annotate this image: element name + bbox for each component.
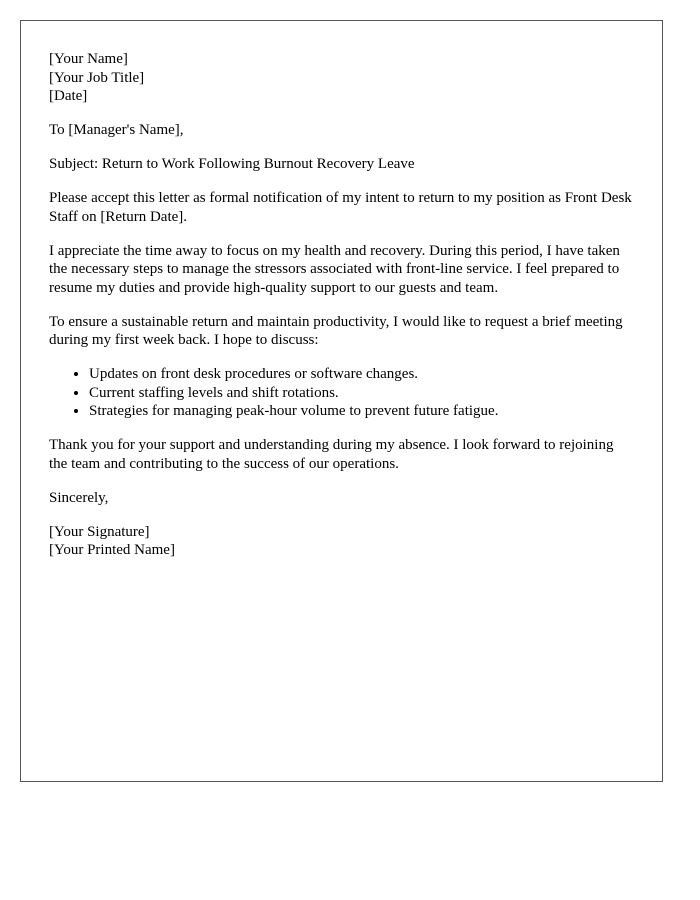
list-item: • Updates on front desk procedures or software changes. [89,365,632,384]
paragraph-recovery: I appreciate the time away to focus on my health and recovery. During this period, I have taken the necessary steps to manage the stressors associated with front-line service. I feel prepared to resume my duties and provide high-quality support to our guests and team. [49,242,620,296]
list-item: • Strategies for managing peak-hour volume to prevent future fatigue. [89,402,632,421]
signature-block [49,523,632,560]
letter-date: [Date] [49,88,88,104]
signature: [Your Signature] [49,523,150,540]
sender-block [49,50,632,106]
salutation: To [Manager's Name], [49,122,184,138]
closing-paragraph: Thank you for your support and understanding during my absence. I look forward to rejoining the team and contributing to the success of our operations. [49,437,614,472]
discussion-list [49,365,632,421]
subject-line: Subject: Return to Work Following Burnout Recovery Leave [49,156,415,172]
sender-job-title: [Your Job Title] [49,69,145,86]
closing: Sincerely, [49,489,109,506]
paragraph-meeting-request: To ensure a sustainable return and maintain productivity, I would like to request a brief meeting during my first week back. I hope to discuss: [49,313,623,348]
paragraph-intent: Please accept this letter as formal notification of my intent to return to my position as Front Desk Staff on [Return Date]. [49,190,632,225]
letter-page [20,20,663,782]
sender-name: [Your Name] [49,51,128,67]
list-item: • Current staffing levels and shift rotations. [89,384,632,403]
printed-name: [Your Printed Name] [49,542,175,558]
